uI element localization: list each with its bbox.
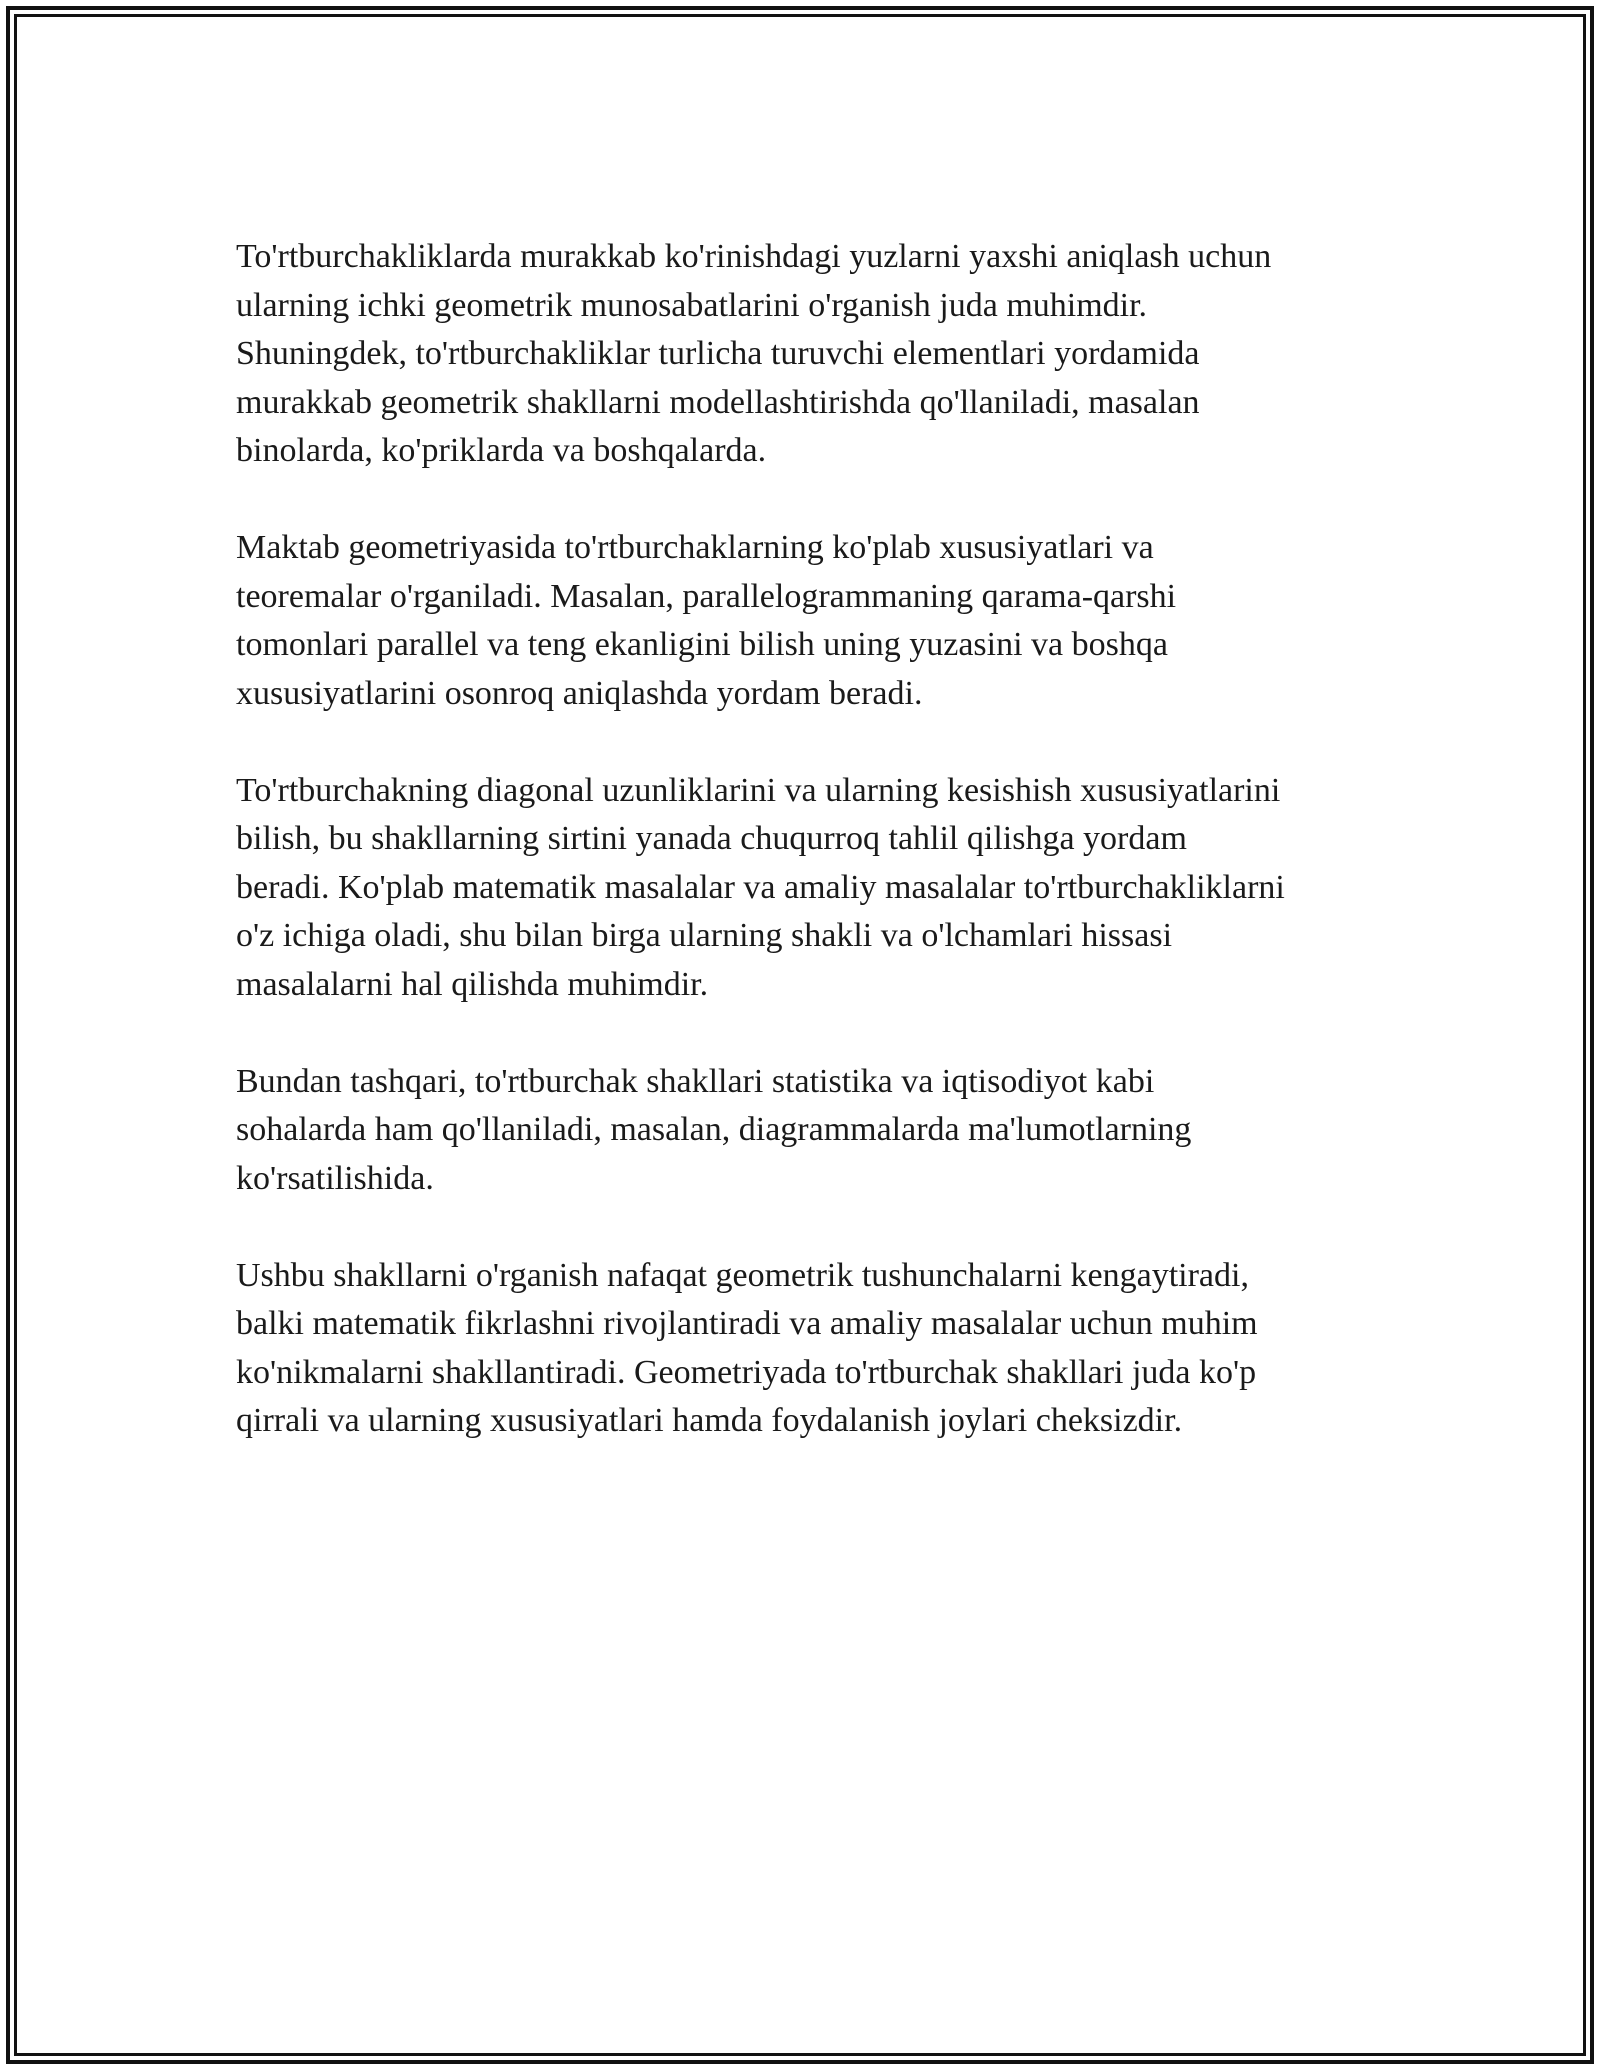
- paragraph-2: Maktab geometriyasida to'rtburchaklarning ko'plab xususiyatlari va teoremalar o'rganiladi. Masalan, parallelogrammaning qarama-qarshi tomonlari parallel va teng ekanligini bilish uning yuzasini va boshqa xususiyatlarini osonroq aniqlashda yordam beradi.: [236, 529, 1177, 712]
- paragraph-1: To'rtburchakliklarda murakkab ko'rinishdagi yuzlarni yaxshi aniqlash uchun ularning ichki geometrik munosabatlarini o'rganish juda muhimdir. Shuningdek, to'rtburchakliklar turlicha turuvchi elementlari yordamida murakkab geometrik shakllarni modellashtirishda qo'llaniladi, masalan binolarda, ko'priklarda va boshqalarda.: [236, 238, 1272, 469]
- paragraph-3: To'rtburchakning diagonal uzunliklarini va ularning kesishish xususiyatlarini bilish, bu shakllarning sirtini yanada chuqurroq tahlil qilishga yordam beradi. Ko'plab matematik masalalar va amaliy masalalar to'rtburchakliklarni o'z ichiga oladi, shu bilan birga ularning shakli va o'lchamlari hissasi masalalarni hal qilishda muhimdir.: [236, 771, 1285, 1003]
- paragraph-4: Bundan tashqari, to'rtburchak shakllari statistika va iqtisodiyot kabi sohalarda ham qo'llaniladi, masalan, diagrammalarda ma'lumotlarning ko'rsatilishida.: [236, 1062, 1192, 1197]
- paragraph-5: Ushbu shakllarni o'rganish nafaqat geometrik tushunchalarni kengaytiradi, balki matematik fikrlashni rivojlantiradi va amaliy masalalar uchun muhim ko'nikmalarni shakllantiradi. Geometriyada to'rtburchak shakllari juda ko'p qirrali va ularning xususiyatlari hamda foydalanish joylari cheksizdir.: [236, 1256, 1258, 1439]
- document-body: [236, 233, 1396, 1494]
